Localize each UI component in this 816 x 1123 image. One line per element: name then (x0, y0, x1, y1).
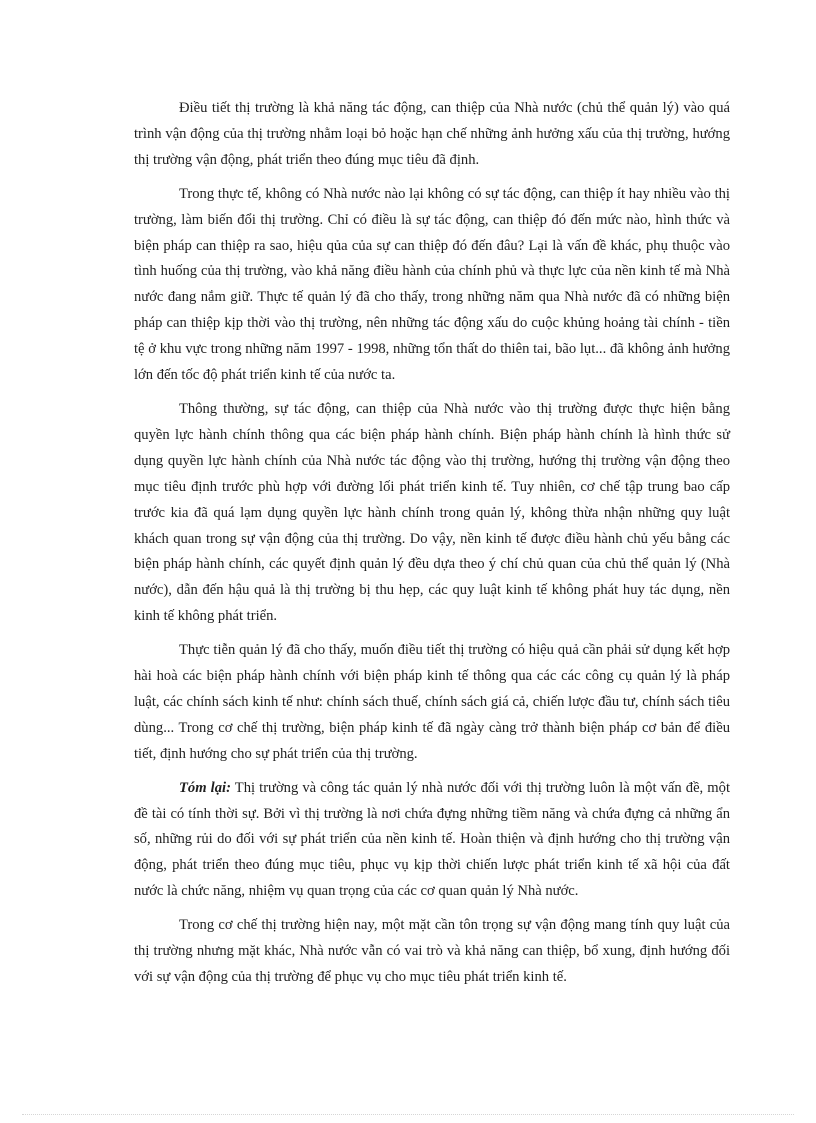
paragraph-2-text: Trong thực tế, không có Nhà nước nào lại không có sự tác động, can thiệp ít hay nhiều vào thị trường, làm biến đổi thị trường. Chỉ có điều là sự tác động, can thiệp đó đến mức nào, hình thức và biện pháp can thiệp ra sao, hiệu qủa của sự can thiệp đó đến đâu? Lại là vấn đề khác, phụ thuộc vào tình huống của thị trường, vào khả năng điều hành của chính phủ và thực lực của nền kinh tế mà Nhà nước đang nắm giữ. Thực tế quản lý đã cho thấy, trong những năm qua Nhà nước đã có những biện pháp can thiệp kịp thời vào thị trường, nên những tác động xấu do cuộc khủng hoảng tài chính - tiền tệ ở khu vực trong những năm 1997 - 1998, những tổn thất do thiên tai, bão lụt... đã không ảnh hưởng lớn đến tốc độ phát triển kinh tế của nước ta. (134, 185, 730, 384)
paragraph-5-summary (134, 776, 730, 906)
paragraph-3 (134, 397, 730, 630)
paragraph-3-text: Thông thường, sự tác động, can thiệp của Nhà nước vào thị trường được thực hiện bằng quyền lực hành chính thông qua các biện pháp hành chính. Biện pháp hành chính là hình thức sử dụng quyền lực hành chính của Nhà nước tác động vào thị trường, hướng thị trường vận động theo mục tiêu định trước phù hợp với đường lối phát triển kinh tế. Tuy nhiên, cơ chế tập trung bao cấp trước kia đã quá lạm dụng quyền lực hành chính trong quản lý, không thừa nhận những quy luật khách quan trong sự vận động của thị trường. Do vậy, nền kinh tế được điều hành chủ yếu bằng các biện pháp hành chính, các quyết định quản lý đều dựa theo ý chí chủ quan của chủ thể quản lý (Nhà nước), dẫn đến hậu quả là thị trường bị thu hẹp, các quy luật kinh tế không phát huy tác dụng, nền kinh tế không phát triển. (134, 400, 730, 625)
page-bottom-divider (22, 1114, 794, 1115)
paragraph-4-text: Thực tiễn quản lý đã cho thấy, muốn điều tiết thị trường có hiệu quả cần phải sử dụng kết hợp hài hoà các biện pháp hành chính với biện pháp kinh tế thông qua các các công cụ quản lý là pháp luật, các chính sách kinh tế như: chính sách thuế, chính sách giá cả, chiến lược đầu tư, chính sách tiêu dùng... Trong cơ chế thị trường, biện pháp kinh tế đã ngày càng trở thành biện pháp cơ bản để điều tiết, định hướng cho sự phát triển của thị trường. (134, 642, 730, 762)
paragraph-4 (134, 638, 730, 768)
paragraph-6-text: Trong cơ chế thị trường hiện nay, một mặt cần tôn trọng sự vận động mang tính quy luật của thị trường nhưng mặt khác, Nhà nước vẫn có vai trò và khả năng can thiệp, bổ xung, định hướng đối với sự vận động của thị trường để phục vụ cho mục tiêu phát triển kinh tế. (134, 917, 730, 985)
summary-lead-label: Tóm lại: (179, 779, 231, 796)
paragraph-2 (134, 182, 730, 389)
paragraph-1-text: Điều tiết thị trường là khả năng tác động, can thiệp của Nhà nước (chủ thể quản lý) vào quá trình vận động của thị trường nhằm loại bỏ hoặc hạn chế những ảnh hưởng xấu của thị trường, hướng thị trường vận động, phát triển theo đúng mục tiêu đã định. (134, 100, 730, 168)
document-page (134, 96, 730, 999)
paragraph-6 (134, 913, 730, 991)
paragraph-1 (134, 96, 730, 174)
paragraph-5-text: Thị trường và công tác quản lý nhà nước đối với thị trường luôn là một vấn đề, một đề tài có tính thời sự. Bởi vì thị trường là nơi chứa đựng những tiềm năng và chứa đựng cả những ẩn số, những rủi do đối với sự phát triển của nền kinh tế. Hoàn thiện và định hướng cho thị trường vận động, phát triển theo đúng mục tiêu, phục vụ kịp thời chiến lược phát triển kinh tế xã hội của đất nước là chức năng, nhiệm vụ quan trọng của các cơ quan quản lý Nhà nước. (134, 779, 730, 900)
